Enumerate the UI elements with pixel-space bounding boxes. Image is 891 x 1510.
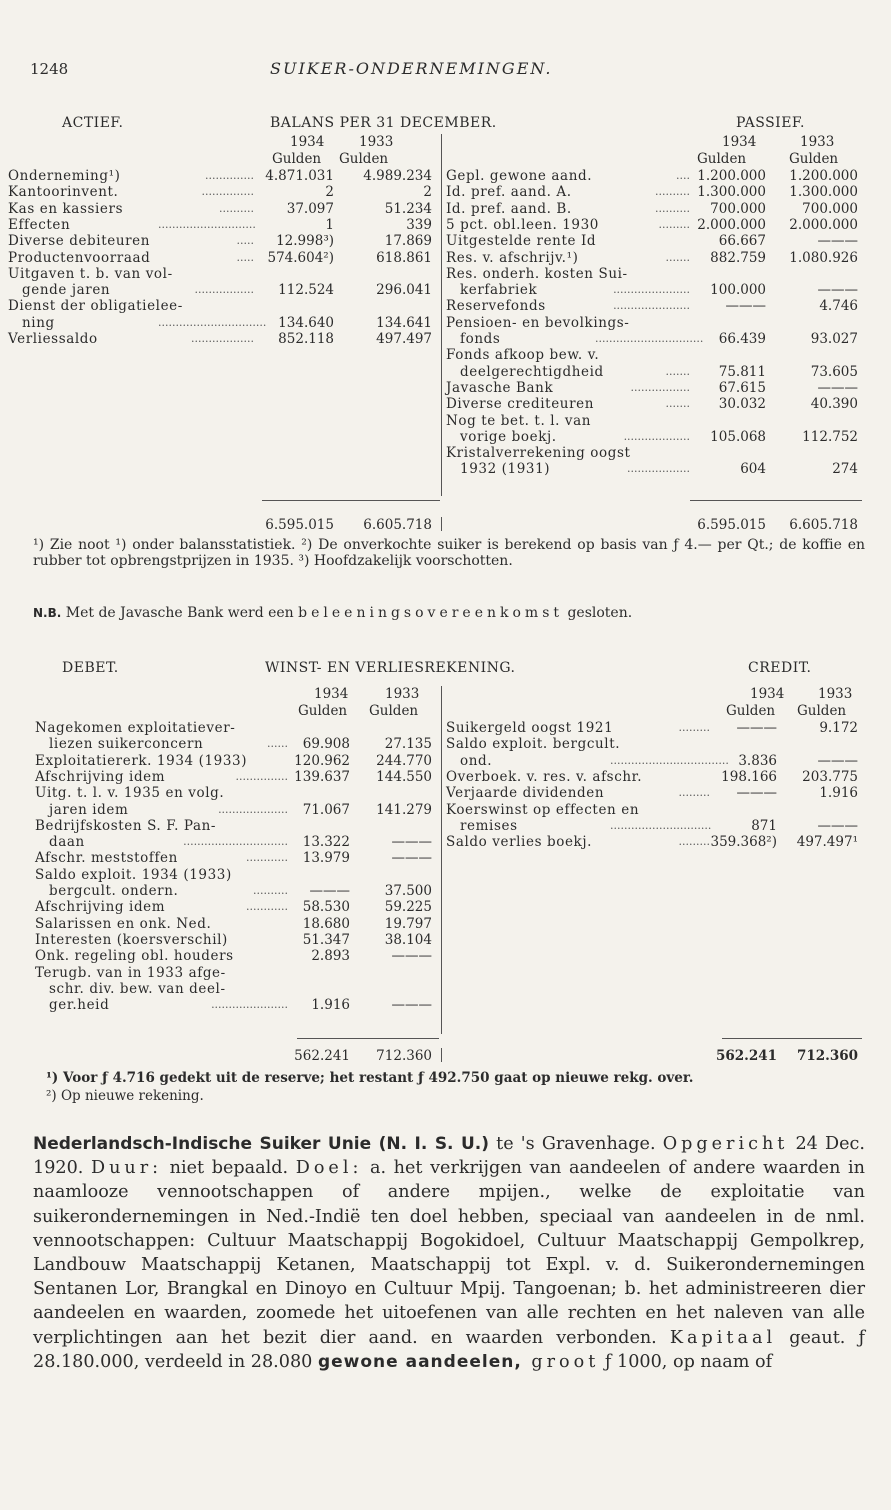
debet-row-value-1: 2.893 xyxy=(311,948,350,965)
debet-row-value-1: 58.530 xyxy=(302,899,350,916)
doel-label: Doel: xyxy=(295,1158,363,1179)
passief-row-value-2: ——— xyxy=(817,282,858,299)
balance-total-right-1: 6.595.015 xyxy=(697,517,766,533)
passief-row-label: Javasche Bank xyxy=(446,380,556,396)
balance-year-right-2: 1933 xyxy=(800,134,835,150)
passief-row-leader: .......... xyxy=(655,201,690,215)
passief-row-label: Fonds afkoop bew. v. xyxy=(446,347,602,363)
passief-row-leader: ...................... xyxy=(613,283,690,297)
passief-row-leader: ...................... xyxy=(613,299,690,313)
actief-row-value-1: 12.998³) xyxy=(276,233,334,250)
debet-row-value-1: ——— xyxy=(309,883,350,899)
passief-row xyxy=(0,445,891,461)
credit-row-value-2: 203.775 xyxy=(802,768,858,785)
debet-row-value-2: ——— xyxy=(391,997,432,1014)
passief-row-label: Res. onderh. kosten Sui- xyxy=(446,266,631,282)
passief-row-value-1: 105.068 xyxy=(710,428,766,445)
debet-row xyxy=(0,916,891,932)
passief-row-value-2: 700.000 xyxy=(802,200,858,217)
debet-row-label: Afschr. meststoffen xyxy=(35,850,181,866)
balance-heading: BALANS PER 31 DECEMBER. xyxy=(270,115,497,131)
credit-row-value-2: 1.916 xyxy=(819,785,858,802)
passief-row-value-2: 4.746 xyxy=(819,298,858,315)
debet-row-label: Nagekomen exploitatiever- xyxy=(35,720,238,736)
actief-row-leader: ..... xyxy=(236,234,254,248)
passief-row-value-2: 112.752 xyxy=(802,428,858,445)
credit-row-leader: ......... xyxy=(678,721,710,734)
passief-row-leader: ............................... xyxy=(595,332,704,345)
balance-footnote: ¹) Zie noot ¹) onder balansstatistiek. ²) De onverkochte suiker is berekend op basis van ƒ 4.— per Qt.; de koffie en rubber tot opbrengstprijzen in 1935. ³) Hoofdzakelijk voorschotten. xyxy=(33,537,865,569)
pl-total-rule-left xyxy=(297,1038,439,1039)
credit-row-label: ond. xyxy=(460,753,495,769)
actief-row-leader: ..... xyxy=(236,250,254,264)
credit-row-value-1: ——— xyxy=(736,720,777,736)
passief-row-label: 5 pct. obl.leen. 1930 xyxy=(446,217,602,233)
debet-row-value-1: 1.916 xyxy=(311,997,350,1014)
actief-heading: ACTIEF. xyxy=(62,115,124,131)
balance-unit-right-1: Gulden xyxy=(697,151,747,167)
credit-row-label: Koerswinst op effecten en xyxy=(446,802,642,818)
credit-row-leader: ............................. xyxy=(610,818,712,832)
groot-label: groot xyxy=(521,1351,600,1372)
pl-total-left-1: 562.241 xyxy=(294,1048,350,1064)
passief-row xyxy=(0,380,891,396)
passief-row-value-1: ——— xyxy=(725,298,766,315)
pl-year-left-1: 1934 xyxy=(314,686,349,702)
actief-row-value-1: 37.097 xyxy=(286,200,334,217)
actief-row-label: Verliessaldo xyxy=(8,331,101,347)
balance-total-rule-left xyxy=(262,500,440,501)
debet-row-value-1: 51.347 xyxy=(302,931,350,948)
doel-value: a. het verkrijgen van aandeelen of andere waarden in naamlooze vennootschappen of andere mpijen., welke de exploitatie van suikerondernemingen in Ned.-Indië ten doel hebben, speciaal van aandeelen in de nml. vennootschappen: Cultuur Maatschappij Bogokidoel, Cultuur Maatschappij Gempolkrep, Landbouw Maatschappij Ketanen, Maatschappij tot Expl. v. d. Suikerondernemingen Sentanen Lor, Brangkal en Dinoyo en Cultuur Mpij. Tangoenan; b. het administreeren dier aandeelen en waarden, zoomede het uitoefenen van alle rechten en het naleven van alle verplichtingen aan het bezit dier aand. en waarden verbonden. xyxy=(33,1158,865,1348)
groot-value: ƒ 1000, op naam of xyxy=(599,1351,773,1372)
debet-row xyxy=(0,850,891,866)
passief-row-value-2: ——— xyxy=(817,379,858,396)
passief-row-value-1: 100.000 xyxy=(710,282,766,299)
actief-row-leader: .............. xyxy=(205,169,254,182)
passief-row-value-1: 75.811 xyxy=(718,363,766,380)
credit-row xyxy=(0,802,891,818)
actief-row-leader: .......... xyxy=(219,201,254,215)
credit-row-label: Saldo exploit. bergcult. xyxy=(446,736,623,752)
credit-row-label: Suikergeld oogst 1921 xyxy=(446,720,616,736)
debet-row-value-2: 27.135 xyxy=(384,736,432,753)
actief-row-label: Diverse debiteuren xyxy=(8,233,153,249)
passief-row-label: vorige boekj. xyxy=(460,429,560,445)
actief-row-label: Productenvoorraad xyxy=(8,250,153,266)
passief-row-value-2: 1.080.926 xyxy=(789,249,858,266)
actief-row-value-1: 574.604²) xyxy=(267,249,334,266)
actief-row-value-1: 2 xyxy=(325,184,334,201)
balance-total-left-2: 6.605.718 xyxy=(363,517,432,533)
actief-row-leader: ............... xyxy=(201,185,254,199)
passief-row-label: deelgerechtigdheid xyxy=(460,364,607,380)
page-number: 1248 xyxy=(30,60,69,78)
passief-row xyxy=(0,282,891,298)
actief-row-value-2: 17.869 xyxy=(384,233,432,250)
passief-row-leader: .......... xyxy=(655,185,690,199)
credit-row-value-1: ——— xyxy=(736,785,777,802)
company-name: Nederlandsch-Indische Suiker Unie (N. I. S. U.) xyxy=(33,1134,490,1154)
actief-row-value-2: 2 xyxy=(423,184,432,201)
passief-row-value-1: 882.759 xyxy=(710,249,766,266)
nb-note xyxy=(33,605,865,622)
debet-row-label: Onk. regeling obl. houders xyxy=(35,948,237,964)
passief-row-value-2: 93.027 xyxy=(810,331,858,347)
passief-row-label: fonds xyxy=(460,331,503,347)
nb-label: N.B. xyxy=(33,606,62,620)
debet-row-label: schr. div. bew. van deel- xyxy=(49,981,229,997)
actief-row-label: Onderneming¹) xyxy=(8,168,123,184)
debet-heading: DEBET. xyxy=(62,660,119,676)
passief-row-value-2: 1.200.000 xyxy=(789,168,858,184)
actief-row-value-2: 339 xyxy=(406,216,432,233)
passief-row xyxy=(0,429,891,445)
passief-row-leader: .................. xyxy=(627,462,690,476)
pl-year-right-1: 1934 xyxy=(750,686,785,702)
passief-row xyxy=(0,396,891,412)
passief-row xyxy=(0,364,891,380)
credit-heading: CREDIT. xyxy=(748,660,812,676)
actief-row-leader: ................. xyxy=(194,283,254,297)
debet-row-value-1: 69.908 xyxy=(302,736,350,753)
credit-row-value-2: 9.172 xyxy=(819,720,858,736)
passief-row-label: Uitgestelde rente Id xyxy=(446,233,599,249)
passief-row-label: Id. pref. aand. A. xyxy=(446,184,575,200)
debet-row xyxy=(0,932,891,948)
passief-row-value-1: 66.667 xyxy=(718,233,766,250)
credit-row-value-1: 871 xyxy=(751,817,777,834)
gewone-label: gewone aandeelen, xyxy=(317,1351,522,1372)
debet-row-label: Salarissen en onk. Ned. xyxy=(35,916,214,932)
passief-row-value-1: 66.439 xyxy=(718,331,766,347)
debet-row-label: jaren idem xyxy=(49,802,131,818)
actief-row-label: ning xyxy=(22,315,58,331)
passief-heading: PASSIEF. xyxy=(736,115,805,131)
pl-total-divider xyxy=(441,1048,442,1062)
balance-year-right-1: 1934 xyxy=(722,134,757,150)
passief-row-value-1: 2.000.000 xyxy=(697,216,766,233)
actief-row-value-1: 1 xyxy=(325,216,334,233)
passief-row xyxy=(0,461,891,477)
debet-row-label: Exploitatiererk. 1934 (1933) xyxy=(35,753,250,769)
pl-unit-left-1: Gulden xyxy=(298,703,348,719)
company-description xyxy=(33,1132,865,1374)
debet-row-label: Terugb. van in 1933 afge- xyxy=(35,965,229,981)
debet-row-leader: .................... xyxy=(218,802,288,816)
debet-row-label: Uitg. t. l. v. 1935 en volg. xyxy=(35,785,227,801)
pl-total-rule-right xyxy=(722,1038,862,1039)
opgericht-value: 24 Dec. 1920. xyxy=(33,1134,865,1179)
passief-row-label: 1932 (1931) xyxy=(460,461,553,477)
passief-row-leader: ....... xyxy=(665,397,690,411)
balance-unit-left-1: Gulden xyxy=(272,151,322,167)
debet-row-value-1: 13.979 xyxy=(302,850,350,867)
debet-row-label: liezen suikerconcern xyxy=(49,736,206,752)
debet-row-value-2: 244.770 xyxy=(376,752,432,769)
debet-row-value-1: 13.322 xyxy=(302,834,350,851)
debet-row-label: Saldo exploit. 1934 (1933) xyxy=(35,867,235,883)
pl-year-right-2: 1933 xyxy=(818,686,853,702)
passief-row xyxy=(0,168,891,184)
credit-row-label: Verjaarde dividenden xyxy=(446,785,607,801)
passief-row xyxy=(0,331,891,347)
passief-row-value-1: 30.032 xyxy=(718,396,766,413)
debet-row-value-2: 38.104 xyxy=(384,931,432,948)
actief-row-value-1: 134.640 xyxy=(278,314,334,331)
passief-row-label: Nog te bet. t. l. van xyxy=(446,413,594,429)
passief-row-value-2: 1.300.000 xyxy=(789,184,858,201)
kapitaal-label: Kapitaal xyxy=(669,1327,777,1348)
passief-row-value-2: 40.390 xyxy=(810,396,858,413)
actief-row-value-2: 296.041 xyxy=(376,282,432,299)
passief-row-value-2: 274 xyxy=(832,461,858,478)
debet-row xyxy=(0,997,891,1013)
debet-row-value-2: ——— xyxy=(391,834,432,851)
passief-row xyxy=(0,217,891,233)
passief-row-leader: ................. xyxy=(630,380,690,394)
pl-total-left-2: 712.360 xyxy=(376,1048,432,1064)
passief-row-label: Diverse crediteuren xyxy=(446,396,597,412)
debet-row-value-2: 59.225 xyxy=(384,899,432,916)
passief-row-value-2: ——— xyxy=(817,233,858,250)
passief-row-label: kerfabriek xyxy=(460,282,540,298)
passief-row-leader: ................... xyxy=(623,429,690,443)
actief-row-leader: .................. xyxy=(191,332,254,345)
debet-row-label: Afschrijving idem xyxy=(35,899,168,915)
passief-row-value-1: 1.300.000 xyxy=(697,184,766,201)
actief-row-value-1: 112.524 xyxy=(278,282,334,299)
nb-spaced: beleeningsovereenkomst xyxy=(298,605,564,621)
debet-row-label: Bedrijfskosten S. F. Pan- xyxy=(35,818,219,834)
actief-row-label: Kantoorinvent. xyxy=(8,184,121,200)
debet-row-value-2: 144.550 xyxy=(376,768,432,785)
debet-row-label: bergcult. ondern. xyxy=(49,883,181,899)
debet-row-label: daan xyxy=(49,834,88,850)
actief-row-label: gende jaren xyxy=(22,282,113,298)
passief-row-leader: ......... xyxy=(658,217,690,231)
credit-row-value-2: ——— xyxy=(817,817,858,834)
actief-row-value-1: 4.871.031 xyxy=(265,168,334,184)
credit-row-value-2: 497.497¹ xyxy=(796,834,858,851)
debet-row-leader: ...................... xyxy=(211,998,288,1012)
credit-row-value-2: ——— xyxy=(817,752,858,769)
debet-row-label: ger.heid xyxy=(49,997,112,1013)
passief-row-value-1: 604 xyxy=(740,461,766,478)
actief-row-leader: ............................... xyxy=(158,315,267,329)
credit-row-leader: ......... xyxy=(678,786,710,800)
running-title: SUIKER-ONDERNEMINGEN. xyxy=(270,59,553,78)
actief-row-value-2: 51.234 xyxy=(384,200,432,217)
passief-row-label: Pensioen- en bevolkings- xyxy=(446,315,632,331)
duur-value: niet bepaald. xyxy=(162,1158,296,1179)
debet-row-value-1: 120.962 xyxy=(294,752,350,769)
passief-row-value-1: 1.200.000 xyxy=(697,168,766,184)
credit-row-value-1: 198.166 xyxy=(721,768,777,785)
credit-row-label: Overboek. v. res. v. afschr. xyxy=(446,769,645,785)
actief-row-value-2: 134.641 xyxy=(376,314,432,331)
passief-row-leader: ....... xyxy=(665,364,690,378)
debet-row xyxy=(0,965,891,981)
debet-row-leader: ............... xyxy=(235,769,288,783)
debet-row-value-2: ——— xyxy=(391,850,432,867)
credit-row xyxy=(0,834,891,850)
actief-row-value-2: 618.861 xyxy=(376,249,432,266)
debet-row-leader: ...... xyxy=(267,737,288,751)
balance-total-right-2: 6.605.718 xyxy=(789,517,858,533)
opgericht-label: Opgericht xyxy=(662,1134,789,1154)
actief-row-label: Effecten xyxy=(8,217,73,233)
passief-row-leader: ....... xyxy=(665,250,690,264)
passief-row xyxy=(0,201,891,217)
actief-row-value-2: 497.497 xyxy=(376,331,432,347)
passief-row-value-1: 67.615 xyxy=(718,379,766,396)
debet-row-value-1: 139.637 xyxy=(294,768,350,785)
debet-row-label: Afschrijving idem xyxy=(35,769,168,785)
pl-year-left-2: 1933 xyxy=(385,686,420,702)
balance-total-rule-right xyxy=(690,500,862,501)
passief-row-label: Kristalverrekening oogst xyxy=(446,445,634,461)
passief-row-label: Reservefonds xyxy=(446,298,549,314)
balance-year-left-2: 1933 xyxy=(359,134,394,150)
passief-row xyxy=(0,315,891,331)
actief-row-label: Kas en kassiers xyxy=(8,201,126,217)
credit-row-leader: .................................. xyxy=(610,753,729,767)
passief-row xyxy=(0,347,891,363)
debet-row-leader: ............ xyxy=(246,851,288,865)
actief-row-value-1: 852.118 xyxy=(278,331,334,347)
passief-row-value-1: 700.000 xyxy=(710,200,766,217)
pl-unit-left-2: Gulden xyxy=(369,703,419,719)
debet-row-value-2: ——— xyxy=(391,948,432,965)
pl-unit-right-1: Gulden xyxy=(726,703,776,719)
pl-footnote-2: ²) Op nieuwe rekening. xyxy=(46,1088,204,1104)
debet-row-value-1: 71.067 xyxy=(302,801,350,818)
credit-row-value-1: 3.836 xyxy=(738,752,777,769)
pl-heading: WINST- EN VERLIESREKENING. xyxy=(265,660,516,676)
debet-row xyxy=(0,883,891,899)
actief-row-label: Uitgaven t. b. van vol- xyxy=(8,266,176,282)
pl-footnote-1: ¹) Voor ƒ 4.716 gedekt uit de reserve; het restant ƒ 492.750 gaat op nieuwe rekg. over. xyxy=(46,1070,694,1086)
debet-row-leader: .......... xyxy=(253,884,288,897)
credit-row-label: remises xyxy=(460,818,521,834)
balance-total-left-1: 6.595.015 xyxy=(265,517,334,533)
credit-row-label: Saldo verlies boekj. xyxy=(446,834,595,850)
balance-unit-left-2: Gulden xyxy=(339,151,389,167)
debet-row xyxy=(0,867,891,883)
passief-row xyxy=(0,413,891,429)
passief-row-label: Id. pref. aand. B. xyxy=(446,201,575,217)
balance-total-divider xyxy=(441,517,442,531)
actief-row-label: Dienst der obligatielee- xyxy=(8,298,186,314)
debet-row-value-2: 19.797 xyxy=(384,915,432,932)
debet-row-value-1: 18.680 xyxy=(302,915,350,932)
actief-row-leader: ............................ xyxy=(158,217,256,231)
passief-row-leader: .... xyxy=(676,169,690,182)
debet-row-value-2: 37.500 xyxy=(384,883,432,899)
pl-total-right-2: 712.360 xyxy=(796,1048,858,1064)
passief-row-value-2: 73.605 xyxy=(810,363,858,380)
debet-row xyxy=(0,899,891,915)
actief-row-value-2: 4.989.234 xyxy=(363,168,432,184)
debet-row-value-2: 141.279 xyxy=(376,801,432,818)
company-location: te 's Gravenhage. xyxy=(489,1134,663,1154)
balance-unit-right-2: Gulden xyxy=(789,151,839,167)
nb-text-1: Met de Javasche Bank werd een xyxy=(65,605,299,621)
nb-text-2: gesloten. xyxy=(563,605,633,621)
debet-row-label: Interesten (koersverschil) xyxy=(35,932,231,948)
debet-row xyxy=(0,948,891,964)
passief-row xyxy=(0,184,891,200)
passief-row-value-2: 2.000.000 xyxy=(789,216,858,233)
pl-unit-right-2: Gulden xyxy=(797,703,847,719)
credit-row-value-1: 359.368²) xyxy=(710,834,777,851)
credit-row-leader: ......... xyxy=(678,835,710,849)
kapitaal-value: geaut. ƒ 28.180.000, verdeeld in 28.080 xyxy=(33,1327,865,1372)
passief-row-label: Gepl. gewone aand. xyxy=(446,168,595,184)
debet-row xyxy=(0,981,891,997)
duur-label: Duur: xyxy=(90,1158,163,1179)
balance-year-left-1: 1934 xyxy=(290,134,325,150)
debet-row-leader: ............ xyxy=(246,900,288,914)
passief-row-label: Res. v. afschrijv.¹) xyxy=(446,250,581,266)
pl-total-right-1: 562.241 xyxy=(715,1048,777,1064)
debet-row-leader: .............................. xyxy=(183,835,288,849)
